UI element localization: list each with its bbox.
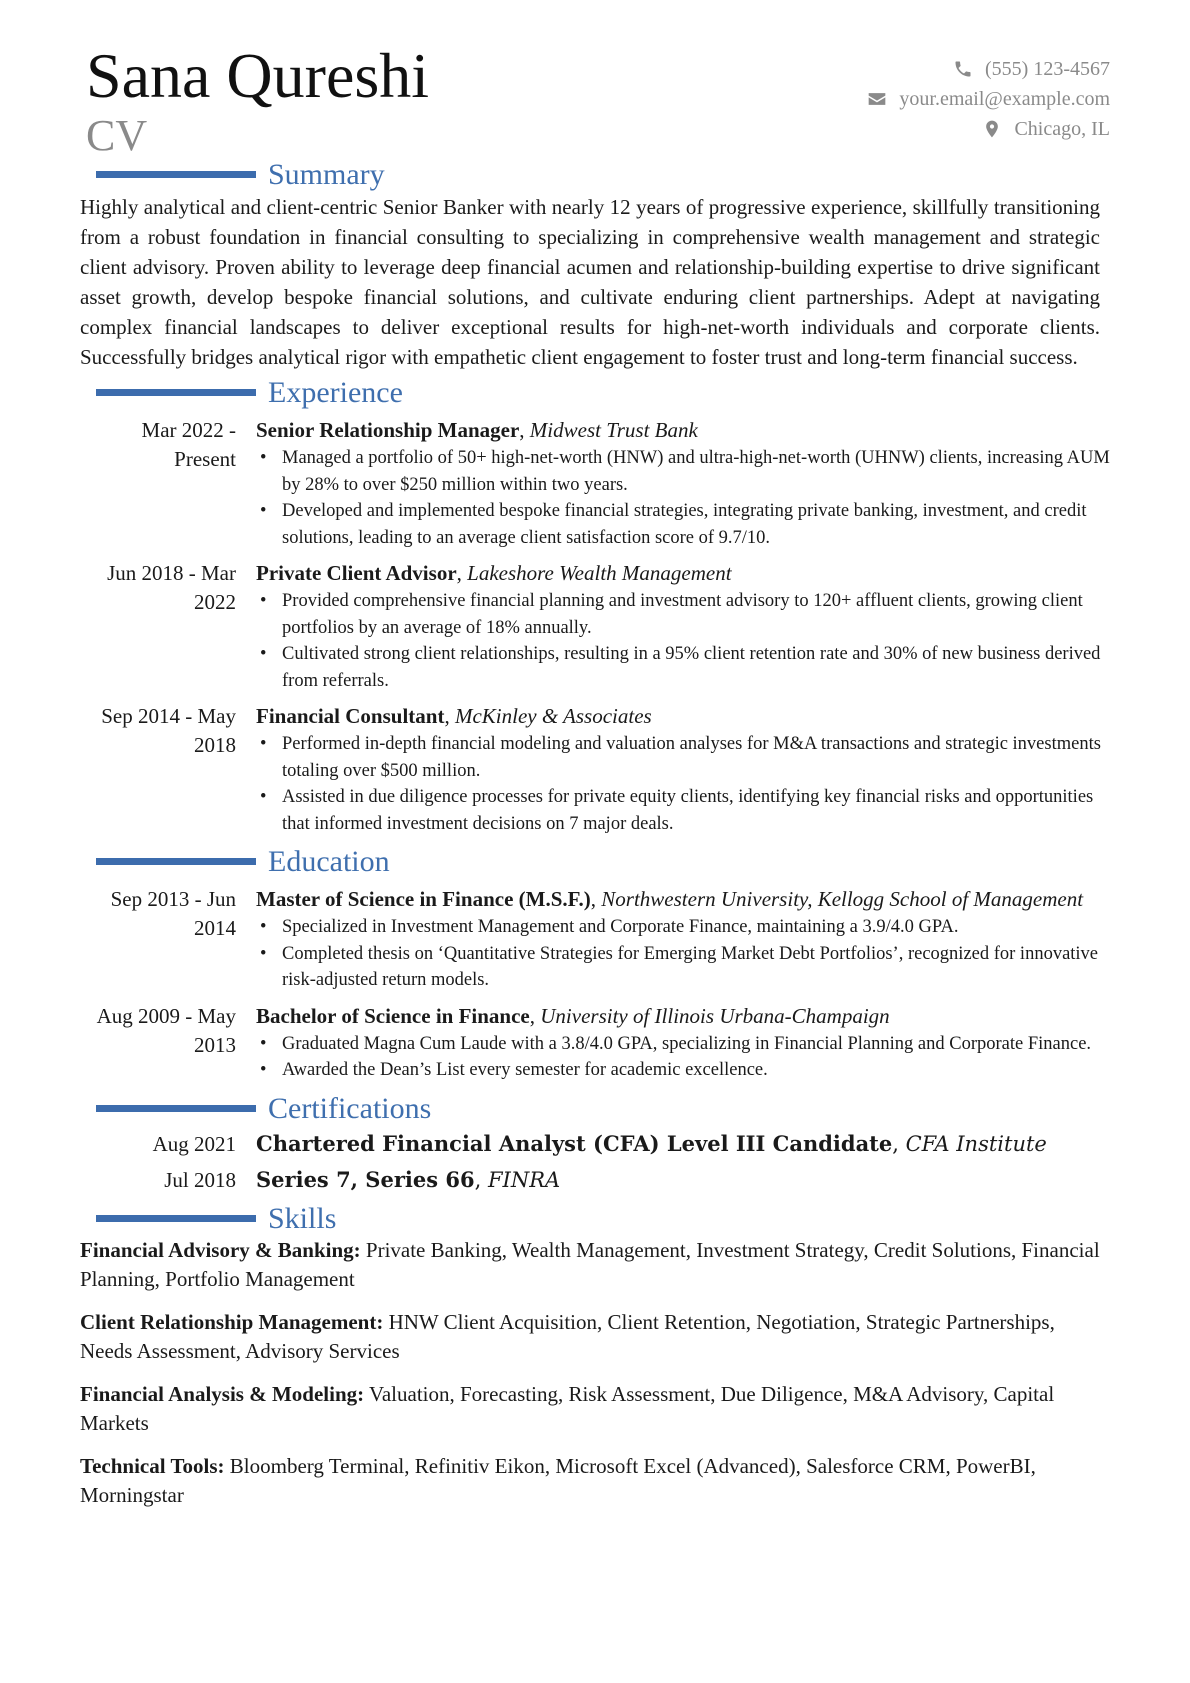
education-entry — [76, 1002, 1110, 1084]
entry-date: Jul 2018 — [164, 1167, 236, 1192]
bullet-item: • Specialized in Investment Management and Corporate Finance, maintaining a 3.9/4.0 GPA. — [256, 914, 1110, 941]
section-title-experience: Experience — [268, 376, 403, 409]
entry-school: Northwestern University, Kellogg School of Management — [601, 887, 1084, 911]
skill-group — [80, 1452, 1100, 1510]
skills-list — [80, 1236, 1110, 1510]
section-title-education: Education — [268, 845, 390, 878]
cert-name: Chartered Financial Analyst (CFA) Level III Candidate — [256, 1130, 893, 1156]
entry-degree: Master of Science in Finance (M.S.F.) — [256, 887, 591, 911]
entry-date: Sep 2013 - Jun 2014 — [110, 887, 236, 940]
entry-title-line: Senior Relationship Manager, Midwest Trust Bank — [256, 418, 698, 442]
cert-issuer: FINRA — [487, 1167, 561, 1192]
section-accent-bar — [96, 1215, 256, 1222]
entry-title-line: Chartered Financial Analyst (CFA) Level III Candidate, CFA Institute — [256, 1130, 1047, 1156]
section-summary-heading — [86, 158, 1110, 192]
skill-label: Financial Advisory & Banking: — [80, 1237, 361, 1262]
entry-school: University of Illinois Urbana-Champaign — [540, 1003, 890, 1028]
candidate-name: Sana Qureshi — [86, 40, 430, 111]
contact-email — [867, 84, 1110, 114]
resume-header — [86, 40, 1110, 158]
education-list — [76, 885, 1110, 1084]
location-text: Chicago, IL — [1014, 117, 1110, 140]
certification-entry — [76, 1126, 1110, 1162]
bullet-item: • Provided comprehensive financial planning and investment advisory to 120+ affluent clients, growing client portfolios by an average of 18% annually. — [256, 588, 1110, 641]
bullet-item: • Cultivated strong client relationships, resulting in a 95% client retention rate and 30% of new business derived from referrals. — [256, 641, 1110, 694]
entry-title-line: Series 7, Series 66, FINRA — [256, 1166, 561, 1192]
entry-role: Financial Consultant — [256, 704, 445, 728]
cert-name: Series 7, Series 66 — [256, 1166, 475, 1192]
skill-label: Technical Tools: — [80, 1453, 225, 1478]
section-title-skills: Skills — [268, 1201, 337, 1235]
skill-items: Private Banking, Wealth Management, Investment Strategy, Credit Solutions, Financial Planning, Portfolio Management — [80, 1237, 1100, 1291]
certification-list — [76, 1126, 1110, 1198]
section-title-certifications: Certifications — [268, 1091, 432, 1125]
phone-text: (555) 123-4567 — [985, 57, 1110, 80]
bullet-item: • Awarded the Dean’s List every semester for academic excellence. — [256, 1057, 1110, 1084]
section-certifications-heading — [86, 1092, 1110, 1126]
skill-label: Client Relationship Management: — [80, 1309, 384, 1334]
entry-date: Aug 2009 - May 2013 — [96, 1003, 236, 1057]
envelope-icon — [867, 89, 887, 109]
entry-date: Mar 2022 - Present — [141, 418, 236, 471]
entry-degree: Bachelor of Science in Finance — [256, 1003, 530, 1028]
section-accent-bar — [96, 389, 256, 396]
bullet-item: • Assisted in due diligence processes for private equity clients, identifying key financial risks and opportunities that informed investment decisions on 7 major deals. — [256, 784, 1110, 837]
email-text[interactable]: your.email@example.com — [899, 87, 1110, 110]
entry-org: Lakeshore Wealth Management — [467, 561, 732, 585]
skill-items: HNW Client Acquisition, Client Retention, Negotiation, Strategic Partnerships, Needs Assessment, Advisory Services — [80, 1309, 1055, 1363]
skill-items: Valuation, Forecasting, Risk Assessment, Due Diligence, M&A Advisory, Capital Markets — [80, 1381, 1055, 1435]
experience-entry — [76, 559, 1110, 694]
bullet-item: • Performed in-depth financial modeling and valuation analyses for M&A transactions and strategic investments totaling over $500 million. — [256, 731, 1110, 784]
entry-title-line: Private Client Advisor, Lakeshore Wealth Management — [256, 561, 732, 585]
section-education-heading — [86, 845, 1110, 879]
document-subtitle: CV — [86, 111, 148, 160]
skill-label: Financial Analysis & Modeling: — [80, 1381, 365, 1406]
contact-block — [867, 54, 1110, 144]
section-experience-heading — [86, 376, 1110, 410]
entry-org: McKinley & Associates — [454, 704, 652, 728]
skill-group — [80, 1308, 1100, 1366]
section-accent-bar — [96, 171, 256, 178]
bullet-item: • Completed thesis on ‘Quantitative Strategies for Emerging Market Debt Portfolios’, recognized for innovative risk-adjusted return models. — [256, 941, 1110, 994]
entry-title-line: Bachelor of Science in Finance, University of Illinois Urbana-Champaign — [256, 1003, 890, 1028]
entry-date: Sep 2014 - May 2018 — [101, 704, 236, 757]
section-accent-bar — [96, 1105, 256, 1112]
cert-issuer: CFA Institute — [905, 1131, 1047, 1156]
skill-group — [80, 1236, 1100, 1294]
entry-title-line: Master of Science in Finance (M.S.F.), Northwestern University, Kellogg School of Management — [256, 887, 1084, 911]
skill-items: Bloomberg Terminal, Refinitiv Eikon, Microsoft Excel (Advanced), Salesforce CRM, PowerBI, Morningstar — [80, 1453, 1036, 1507]
summary-paragraph: Highly analytical and client-centric Senior Banker with nearly 12 years of progressive experience, skillfully transitioning from a robust foundation in financial consulting to specializing in comprehensive wealth management and strategic client advisory. Proven ability to leverage deep financial acumen and relationship-building expertise to drive significant asset growth, develop bespoke financial solutions, and cultivate enduring client partnerships. Adept at navigating complex financial landscapes to deliver exceptional results for high-net-worth individuals and corporate clients. Successfully bridges analytical rigor with empathetic client engagement to foster trust and long-term financial success. — [80, 195, 1100, 369]
bullet-item: • Developed and implemented bespoke financial strategies, integrating private banking, investment, and credit solutions, leading to an average client satisfaction score of 9.7/10. — [256, 498, 1110, 551]
certification-entry — [76, 1162, 1110, 1198]
experience-entry — [76, 416, 1110, 551]
experience-entry — [76, 702, 1110, 837]
section-skills-heading — [86, 1202, 1110, 1236]
bullet-item: • Managed a portfolio of 50+ high-net-worth (HNW) and ultra-high-net-worth (UHNW) clients, increasing AUM by 28% to over $250 million within two years. — [256, 445, 1110, 498]
contact-phone — [867, 54, 1110, 84]
entry-date: Jun 2018 - Mar 2022 — [107, 561, 236, 614]
entry-date: Aug 2021 — [152, 1131, 236, 1156]
section-accent-bar — [96, 858, 256, 865]
contact-location — [867, 114, 1110, 144]
entry-title-line: Financial Consultant, McKinley & Associates — [256, 704, 652, 728]
section-title-summary: Summary — [268, 158, 385, 191]
experience-list — [76, 416, 1110, 837]
map-pin-icon — [982, 119, 1002, 139]
skill-group — [80, 1380, 1100, 1438]
bullet-item: • Graduated Magna Cum Laude with a 3.8/4.0 GPA, specializing in Financial Planning and Corporate Finance. — [256, 1031, 1110, 1058]
entry-role: Senior Relationship Manager — [256, 418, 520, 442]
entry-org: Midwest Trust Bank — [529, 418, 698, 442]
resume-page — [80, 40, 1110, 1524]
phone-icon — [953, 59, 973, 79]
education-entry — [76, 885, 1110, 994]
entry-role: Private Client Advisor — [256, 561, 457, 585]
